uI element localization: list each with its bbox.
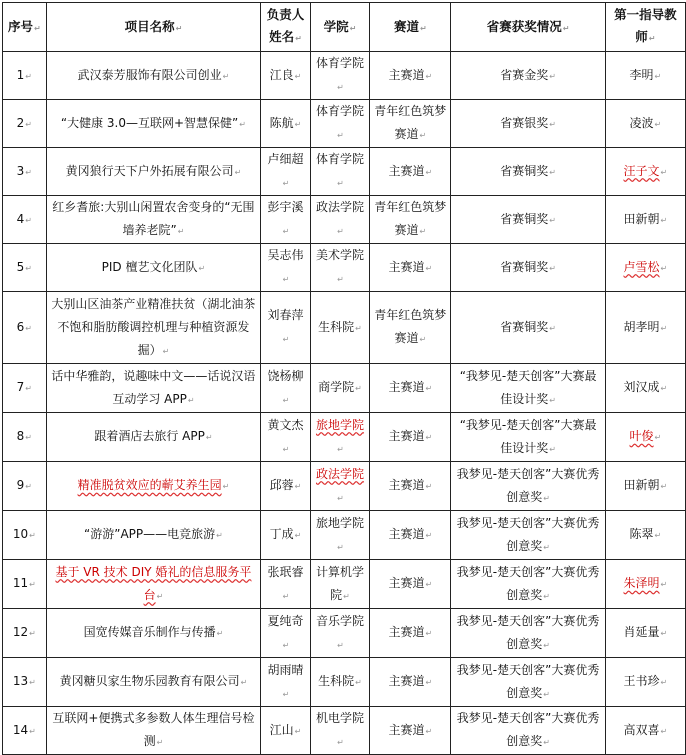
cell-advisor: 叶俊↵ (605, 413, 685, 462)
cell-college: 政法学院↵ (310, 462, 369, 511)
cell-project: 基于 VR 技术 DIY 婚礼的信息服务平台↵ (46, 560, 261, 609)
cell-award: 我梦见-楚天创客”大赛优秀创意奖↵ (451, 560, 605, 609)
cell-project: “大健康 3.0—互联网+智慧保健”↵ (46, 100, 261, 148)
table-row (3, 196, 686, 244)
awards-table (2, 2, 686, 755)
cell-advisor: 朱泽明↵ (605, 560, 685, 609)
cell-advisor: 田新朝↵ (605, 196, 685, 244)
cell-college: 机电学院↵ (310, 707, 369, 755)
cell-award: 我梦见-楚天创客”大赛优秀创意奖↵ (451, 707, 605, 755)
cell-leader: 黄文杰↵ (261, 413, 311, 462)
cell-track: 主赛道↵ (370, 413, 451, 462)
cell-advisor: 高双喜↵ (605, 707, 685, 755)
cell-college: 商学院↵ (310, 364, 369, 413)
cell-no: 7↵ (3, 364, 47, 413)
cell-leader: 彭宇溪↵ (261, 196, 311, 244)
header-project: 项目名称↵ (46, 3, 261, 52)
cell-award: 省赛银奖↵ (451, 100, 605, 148)
cell-no: 1↵ (3, 52, 47, 100)
cell-track: 主赛道↵ (370, 511, 451, 560)
cell-award: 我梦见-楚天创客”大赛优秀创意奖↵ (451, 609, 605, 658)
cell-leader: 夏纯奇↵ (261, 609, 311, 658)
cell-college: 政法学院↵ (310, 196, 369, 244)
table-row (3, 560, 686, 609)
table-row (3, 292, 686, 364)
cell-award: 我梦见-楚天创客”大赛优秀创意奖↵ (451, 511, 605, 560)
table-row (3, 364, 686, 413)
cell-leader: 张珉睿↵ (261, 560, 311, 609)
cell-track: 主赛道↵ (370, 244, 451, 292)
cell-award: 省赛金奖↵ (451, 52, 605, 100)
cell-award: 我梦见-楚天创客”大赛优秀创意奖↵ (451, 658, 605, 707)
cell-college: 体育学院↵ (310, 100, 369, 148)
cell-college: 体育学院↵ (310, 148, 369, 196)
cell-leader: 丁成↵ (261, 511, 311, 560)
table-row (3, 707, 686, 755)
cell-project: 大别山区油茶产业精准扶贫（湖北油茶不饱和脂肪酸调控机理与种植资源发掘）↵ (46, 292, 261, 364)
cell-college: 旅地学院↵ (310, 511, 369, 560)
cell-college: 美术学院↵ (310, 244, 369, 292)
header-leader: 负责人姓名↵ (261, 3, 311, 52)
cell-college: 体育学院↵ (310, 52, 369, 100)
header-track: 赛道↵ (370, 3, 451, 52)
table-row (3, 52, 686, 100)
cell-leader: 刘春萍↵ (261, 292, 311, 364)
cell-advisor: 胡孝明↵ (605, 292, 685, 364)
cell-award: “我梦见-楚天创客”大赛最佳设计奖↵ (451, 364, 605, 413)
cell-award: 省赛铜奖↵ (451, 148, 605, 196)
cell-no: 9↵ (3, 462, 47, 511)
cell-college: 生科院↵ (310, 292, 369, 364)
cell-no: 2↵ (3, 100, 47, 148)
cell-project: 互联网+便携式多参数人体生理信号检测↵ (46, 707, 261, 755)
cell-no: 13↵ (3, 658, 47, 707)
table-row (3, 609, 686, 658)
cell-advisor: 刘汉成↵ (605, 364, 685, 413)
cell-project: PID 檀艺文化团队↵ (46, 244, 261, 292)
table-row (3, 413, 686, 462)
cell-award: “我梦见-楚天创客”大赛最佳设计奖↵ (451, 413, 605, 462)
table-row (3, 658, 686, 707)
cell-track: 主赛道↵ (370, 462, 451, 511)
table-row (3, 511, 686, 560)
cell-advisor: 田新朝↵ (605, 462, 685, 511)
cell-no: 3↵ (3, 148, 47, 196)
cell-track: 主赛道↵ (370, 609, 451, 658)
cell-advisor: 卢雪松↵ (605, 244, 685, 292)
table-body (3, 52, 686, 755)
cell-no: 6↵ (3, 292, 47, 364)
table-row (3, 244, 686, 292)
cell-project: 黄冈狼行天下户外拓展有限公司↵ (46, 148, 261, 196)
cell-track: 主赛道↵ (370, 148, 451, 196)
cell-no: 11↵ (3, 560, 47, 609)
cell-advisor: 王书珍↵ (605, 658, 685, 707)
header-advisor: 第一指导教师↵ (605, 3, 685, 52)
cell-no: 14↵ (3, 707, 47, 755)
cell-track: 主赛道↵ (370, 560, 451, 609)
cell-no: 4↵ (3, 196, 47, 244)
cell-leader: 胡雨晴↵ (261, 658, 311, 707)
cell-college: 音乐学院↵ (310, 609, 369, 658)
header-row (3, 3, 686, 52)
cell-advisor: 陈翠↵ (605, 511, 685, 560)
cell-project: 话中华雅韵，说趣味中文——话说汉语互动学习 APP↵ (46, 364, 261, 413)
cell-track: 主赛道↵ (370, 658, 451, 707)
cell-project: 跟着酒店去旅行 APP↵ (46, 413, 261, 462)
cell-leader: 江良↵ (261, 52, 311, 100)
cell-leader: 江山↵ (261, 707, 311, 755)
cell-award: 省赛铜奖↵ (451, 292, 605, 364)
cell-award: 省赛铜奖↵ (451, 196, 605, 244)
cell-college: 计算机学院↵ (310, 560, 369, 609)
cell-no: 8↵ (3, 413, 47, 462)
cell-no: 10↵ (3, 511, 47, 560)
table-row (3, 462, 686, 511)
table-row (3, 100, 686, 148)
cell-leader: 卢细超↵ (261, 148, 311, 196)
cell-track: 青年红色筑梦赛道↵ (370, 196, 451, 244)
cell-advisor: 肖延量↵ (605, 609, 685, 658)
cell-track: 青年红色筑梦赛道↵ (370, 292, 451, 364)
cell-advisor: 凌波↵ (605, 100, 685, 148)
cell-track: 主赛道↵ (370, 364, 451, 413)
header-award: 省赛获奖情况↵ (451, 3, 605, 52)
cell-leader: 饶杨柳↵ (261, 364, 311, 413)
cell-college: 旅地学院↵ (310, 413, 369, 462)
cell-no: 12↵ (3, 609, 47, 658)
header-no: 序号↵ (3, 3, 47, 52)
cell-leader: 陈航↵ (261, 100, 311, 148)
table-row (3, 148, 686, 196)
cell-project: 武汉泰芳服饰有限公司创业↵ (46, 52, 261, 100)
cell-project: 黄冈糖贝家生物乐园教育有限公司↵ (46, 658, 261, 707)
cell-track: 青年红色筑梦赛道↵ (370, 100, 451, 148)
cell-leader: 吴志伟↵ (261, 244, 311, 292)
cell-no: 5↵ (3, 244, 47, 292)
cell-advisor: 李明↵ (605, 52, 685, 100)
cell-track: 主赛道↵ (370, 52, 451, 100)
cell-college: 生科院↵ (310, 658, 369, 707)
cell-award: 我梦见-楚天创客”大赛优秀创意奖↵ (451, 462, 605, 511)
cell-award: 省赛铜奖↵ (451, 244, 605, 292)
cell-project: 精准脱贫效应的蕲艾养生园↵ (46, 462, 261, 511)
header-college: 学院↵ (310, 3, 369, 52)
cell-project: 国宽传媒音乐制作与传播↵ (46, 609, 261, 658)
cell-project: “游游”APP——电竞旅游↵ (46, 511, 261, 560)
cell-project: 红乡耆旅:大别山闲置农舍变身的“无围墙养老院”↵ (46, 196, 261, 244)
cell-track: 主赛道↵ (370, 707, 451, 755)
cell-advisor: 汪子文↵ (605, 148, 685, 196)
cell-leader: 邱蓉↵ (261, 462, 311, 511)
